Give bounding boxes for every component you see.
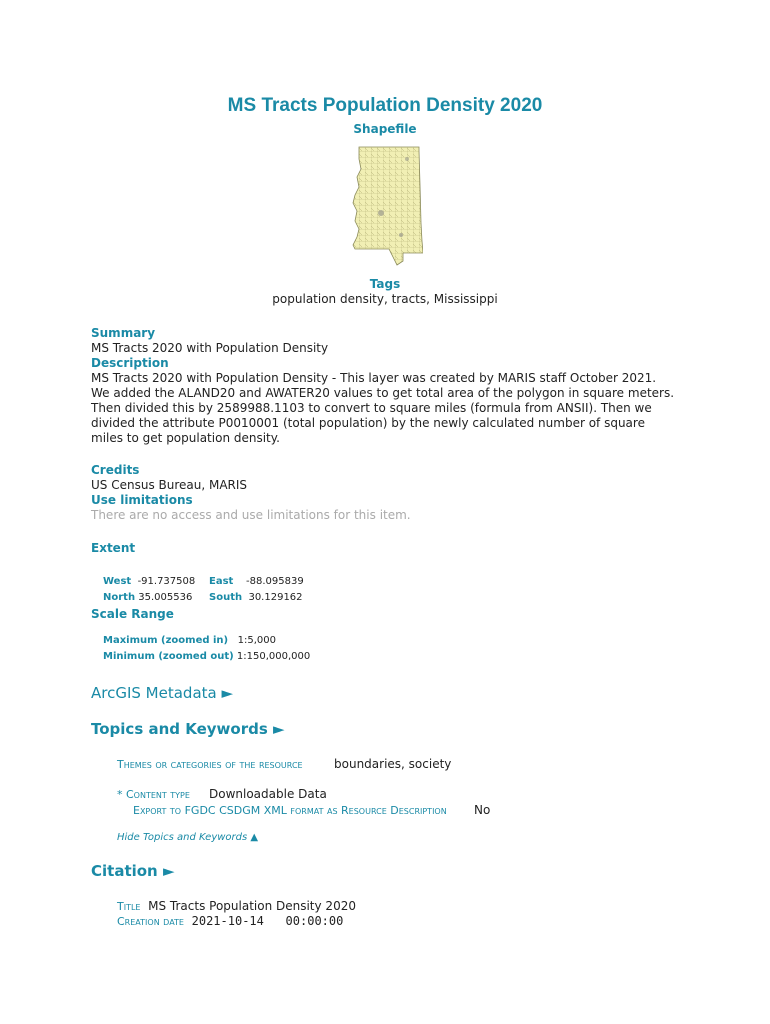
description-line: MS Tracts 2020 with Population Density - This layer was created by MARIS staff October 2021. bbox=[91, 371, 657, 385]
citation-title-row bbox=[117, 899, 356, 913]
citation-heading[interactable]: Citation ► bbox=[91, 862, 175, 880]
description-line: We added the ALAND20 and AWATER20 values to get total area of the polygon in square meters. bbox=[91, 386, 675, 400]
use-limitations-heading: Use limitations bbox=[91, 493, 193, 507]
credits-section bbox=[91, 463, 411, 523]
summary-section bbox=[91, 326, 674, 446]
thumbnail-map bbox=[347, 145, 423, 267]
south-label: South bbox=[209, 592, 243, 603]
description-line: Then divided this by 2589988.1103 to convert to square miles (formula from ANSII). Then we bbox=[91, 401, 652, 415]
themes-row bbox=[117, 757, 303, 771]
content-type-label: * Content type bbox=[117, 788, 190, 801]
summary-heading: Summary bbox=[91, 326, 156, 340]
content-type-row bbox=[117, 787, 190, 801]
themes-label: Themes or categories of the resource bbox=[117, 758, 303, 771]
mississippi-shape bbox=[353, 147, 423, 265]
scale-min-label: Minimum (zoomed out) bbox=[103, 651, 234, 662]
themes-value: boundaries, society bbox=[334, 757, 452, 771]
export-value: No bbox=[474, 803, 491, 817]
credits-heading: Credits bbox=[91, 463, 140, 477]
extent-north bbox=[103, 592, 192, 603]
citation-date-label: Creation date bbox=[117, 915, 184, 928]
page-subtitle: Shapefile bbox=[353, 122, 417, 136]
tags-value: population density, tracts, Mississippi bbox=[272, 292, 498, 306]
hide-topics-link[interactable]: Hide Topics and Keywords ▲ bbox=[117, 832, 259, 843]
south-value: 30.129162 bbox=[248, 592, 303, 603]
extent-heading: Extent bbox=[91, 541, 136, 555]
export-label: Export to FGDC CSDGM XML format as Resource Description bbox=[133, 804, 447, 817]
extent-west bbox=[103, 576, 195, 587]
scale-min-value: 1:150,000,000 bbox=[236, 651, 311, 662]
use-limitations-text: There are no access and use limitations for this item. bbox=[91, 508, 411, 522]
scale-max-label: Maximum (zoomed in) bbox=[103, 635, 229, 646]
page-title: MS Tracts Population Density 2020 bbox=[227, 95, 543, 116]
east-value: -88.095839 bbox=[246, 576, 304, 587]
tags-heading: Tags bbox=[369, 277, 401, 291]
citation-title-value: MS Tracts Population Density 2020 bbox=[148, 899, 356, 913]
north-value: 35.005536 bbox=[138, 592, 193, 603]
extent-south bbox=[209, 592, 303, 603]
description-line: divided the attribute P0010001 (total population) by the newly calculated number of square bbox=[91, 416, 645, 430]
scale-range-heading: Scale Range bbox=[91, 607, 174, 621]
summary-text: MS Tracts 2020 with Population Density bbox=[91, 341, 329, 355]
west-value: -91.737508 bbox=[137, 576, 196, 587]
description-line: miles to get population density. bbox=[91, 431, 280, 445]
topics-keywords-heading[interactable]: Topics and Keywords ► bbox=[91, 720, 285, 738]
north-label: North bbox=[103, 592, 136, 603]
scale-max-value: 1:5,000 bbox=[237, 635, 277, 646]
content-type-value: Downloadable Data bbox=[209, 787, 327, 801]
extent-east bbox=[209, 576, 304, 587]
east-label: East bbox=[209, 576, 234, 587]
description-heading: Description bbox=[91, 356, 169, 370]
scale-max bbox=[103, 635, 276, 646]
west-label: West bbox=[103, 576, 132, 587]
citation-title-label: Title bbox=[117, 900, 141, 913]
credits-text: US Census Bureau, MARIS bbox=[91, 478, 248, 492]
scale-min bbox=[103, 651, 310, 662]
export-row bbox=[133, 803, 447, 817]
citation-date-value: 2021-10-14 00:00:00 bbox=[191, 914, 344, 928]
citation-date-row bbox=[117, 914, 343, 928]
arcgis-metadata-link[interactable]: ArcGIS Metadata ► bbox=[91, 684, 234, 702]
